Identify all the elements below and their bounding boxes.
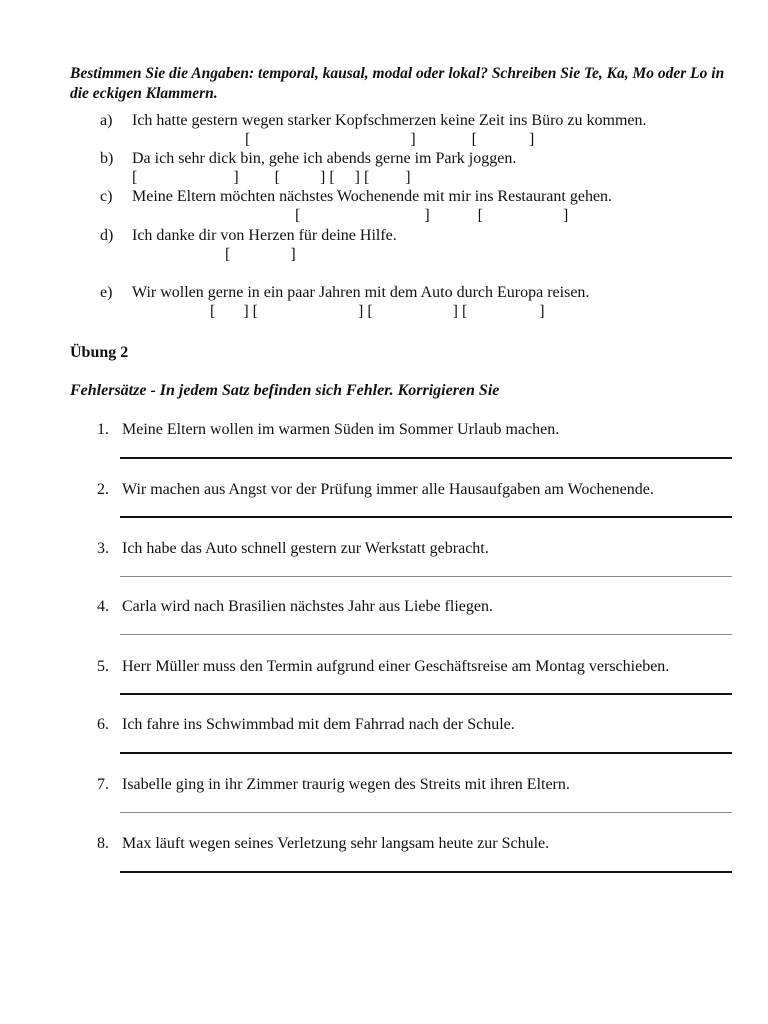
item-d-brackets[interactable]: [ ] (225, 246, 296, 263)
item-b-brackets[interactable]: [ ] [ ] [ ] [ ] (132, 169, 411, 186)
item-e-label: e) (100, 284, 113, 301)
exercise-2-heading: Übung 2 (70, 344, 129, 361)
sentence-number: 7. (97, 776, 109, 793)
item-d-label: d) (100, 227, 114, 244)
item-c-brackets[interactable]: [ ] [ ] (295, 207, 569, 224)
answer-line[interactable] (120, 752, 732, 754)
answer-line[interactable] (120, 634, 732, 635)
sentence-number: 5. (97, 658, 109, 675)
item-e-text: Wir wollen gerne in ein paar Jahren mit dem Auto durch Europa reisen. (132, 284, 590, 301)
item-c-text: Meine Eltern möchten nächstes Wochenende mit mir ins Restaurant gehen. (132, 188, 613, 205)
sentence-number: 3. (97, 540, 109, 557)
answer-line[interactable] (120, 693, 732, 695)
answer-line[interactable] (120, 516, 732, 518)
sentence-text: Max läuft wegen seines Verletzung sehr langsam heute zur Schule. (122, 835, 550, 852)
sentence-text: Carla wird nach Brasilien nächstes Jahr aus Liebe fliegen. (122, 598, 493, 615)
sentence-number: 6. (97, 716, 109, 733)
item-b-label: b) (100, 150, 114, 167)
sentence-text: Wir machen aus Angst vor der Prüfung immer alle Hausaufgaben am Wochenende. (122, 481, 654, 498)
item-a-label: a) (100, 112, 113, 129)
sentence-number: 1. (97, 421, 109, 438)
sentence-text: Ich fahre ins Schwimmbad mit dem Fahrrad nach der Schule. (122, 716, 515, 733)
answer-line[interactable] (120, 812, 732, 813)
sentence-text: Ich habe das Auto schnell gestern zur Werkstatt gebracht. (122, 540, 489, 557)
item-e-brackets[interactable]: [ ] [ ] [ ] [ ] (210, 303, 545, 320)
sentence-text: Meine Eltern wollen im warmen Süden im Sommer Urlaub machen. (122, 421, 560, 438)
answer-line[interactable] (120, 576, 732, 577)
sentence-text: Herr Müller muss den Termin aufgrund einer Geschäftsreise am Montag verschieben. (122, 658, 670, 675)
instruction-text: Bestimmen Sie die Angaben: temporal, kausal, modal oder lokal? Schreiben Sie Te, Ka, Mo oder Lo in die eckigen Klammern. (70, 65, 725, 102)
sentence-number: 8. (97, 835, 109, 852)
answer-line[interactable] (120, 457, 732, 459)
sentence-text: Isabelle ging in ihr Zimmer traurig wegen des Streits mit ihren Eltern. (122, 776, 570, 793)
exercise-2-subtitle: Fehlersätze - In jedem Satz befinden sich Fehler. Korrigieren Sie (70, 382, 500, 399)
item-c-label: c) (100, 188, 113, 205)
sentence-number: 4. (97, 598, 109, 615)
sentence-number: 2. (97, 481, 109, 498)
item-b-text: Da ich sehr dick bin, gehe ich abends gerne im Park joggen. (132, 150, 517, 167)
item-d-text: Ich danke dir von Herzen für deine Hilfe. (132, 227, 397, 244)
item-a-text: Ich hatte gestern wegen starker Kopfschmerzen keine Zeit ins Büro zu kommen. (132, 112, 647, 129)
item-a-brackets[interactable]: [ ] [ ] (245, 131, 535, 148)
answer-line[interactable] (120, 871, 732, 873)
